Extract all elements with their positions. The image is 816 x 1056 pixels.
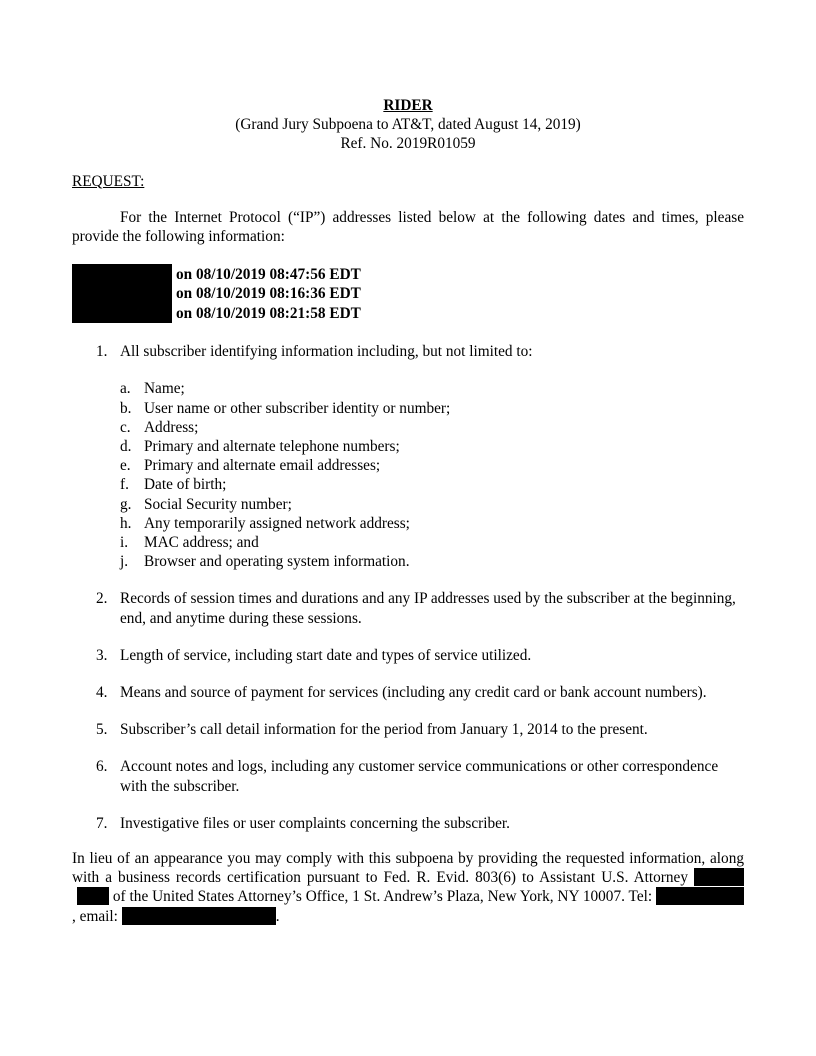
item-number: 7. bbox=[96, 814, 108, 832]
sub-letter: d. bbox=[120, 438, 132, 456]
sub-text: Browser and operating system information. bbox=[144, 553, 410, 571]
sub-letter: c. bbox=[120, 418, 131, 436]
sub-text: Primary and alternate telephone numbers; bbox=[144, 438, 400, 456]
item-text: Means and source of payment for services (including any credit card or bank account numbers). bbox=[120, 684, 707, 702]
redacted-name bbox=[77, 887, 109, 905]
sub-letter: a. bbox=[120, 380, 131, 398]
subscriber-info-list bbox=[120, 379, 744, 571]
sub-text: Address; bbox=[144, 418, 199, 436]
sub-text: Primary and alternate email addresses; bbox=[144, 457, 381, 475]
sub-letter: g. bbox=[120, 495, 132, 513]
item-text: Account notes and logs, including any customer service communications or other correspondence with the subscriber. bbox=[120, 758, 719, 795]
item-number: 3. bbox=[96, 646, 108, 664]
sub-letter: e. bbox=[120, 457, 131, 475]
ip-timestamps bbox=[176, 265, 361, 323]
sub-item bbox=[120, 495, 744, 514]
document-title: RIDER bbox=[383, 97, 433, 114]
sub-text: Social Security number; bbox=[144, 495, 292, 513]
request-item bbox=[72, 646, 744, 665]
closing-paragraph bbox=[72, 849, 744, 926]
item-number: 2. bbox=[96, 590, 108, 608]
request-item bbox=[72, 342, 744, 571]
sub-item bbox=[120, 437, 744, 456]
item-text: Length of service, including start date and types of service utilized. bbox=[120, 646, 532, 664]
intro-paragraph: For the Internet Protocol (“IP”) addresses listed below at the following dates and times, please provide the following information: bbox=[72, 208, 744, 246]
reference-number: Ref. No. 2019R01059 bbox=[340, 135, 476, 153]
redacted-name bbox=[694, 868, 744, 886]
document-page bbox=[72, 96, 744, 926]
item-number: 6. bbox=[96, 758, 108, 776]
redacted-phone bbox=[656, 887, 744, 905]
sub-item bbox=[120, 533, 744, 552]
redacted-ip-addresses bbox=[72, 264, 172, 323]
closing-text: . bbox=[275, 907, 280, 925]
sub-item bbox=[120, 552, 744, 571]
closing-text: , email: bbox=[72, 907, 118, 925]
ip-timestamp: on 08/10/2019 08:21:58 EDT bbox=[176, 304, 361, 322]
ip-address-block bbox=[72, 264, 744, 322]
closing-text: In lieu of an appearance you may comply with this subpoena by providing the requested information, along with a business records certification pursuant to Fed. R. Evid. 803(6) to Assistant U.S. Attorney bbox=[72, 850, 744, 887]
request-item bbox=[72, 757, 744, 795]
item-number: 4. bbox=[96, 684, 108, 702]
sub-text: Name; bbox=[144, 380, 185, 398]
sub-item bbox=[120, 514, 744, 533]
ip-timestamp: on 08/10/2019 08:16:36 EDT bbox=[176, 285, 361, 303]
sub-item bbox=[120, 456, 744, 475]
sub-letter: f. bbox=[120, 476, 129, 494]
sub-text: User name or other subscriber identity or number; bbox=[144, 399, 451, 417]
closing-text: of the United States Attorney’s Office, 1 St. Andrew’s Plaza, New York, NY 10007. Tel: bbox=[112, 888, 653, 906]
sub-item bbox=[120, 379, 744, 398]
item-number: 5. bbox=[96, 721, 108, 739]
request-item bbox=[72, 589, 744, 627]
sub-item bbox=[120, 475, 744, 494]
request-heading: REQUEST: bbox=[72, 172, 145, 190]
request-list bbox=[72, 342, 744, 833]
sub-text: MAC address; and bbox=[144, 534, 259, 552]
redacted-email bbox=[122, 907, 276, 925]
sub-text: Any temporarily assigned network address; bbox=[144, 514, 410, 532]
item-text: Subscriber’s call detail information for the period from January 1, 2014 to the present. bbox=[120, 721, 648, 739]
sub-letter: j. bbox=[120, 553, 129, 571]
sub-item bbox=[120, 399, 744, 418]
item-number: 1. bbox=[96, 343, 108, 361]
request-item bbox=[72, 814, 744, 833]
request-item bbox=[72, 683, 744, 702]
request-item bbox=[72, 720, 744, 739]
item-text: All subscriber identifying information including, but not limited to: bbox=[120, 343, 533, 361]
ip-timestamp: on 08/10/2019 08:47:56 EDT bbox=[176, 266, 361, 284]
item-text: Investigative files or user complaints concerning the subscriber. bbox=[120, 814, 510, 832]
sub-item bbox=[120, 418, 744, 437]
sub-text: Date of birth; bbox=[144, 476, 227, 494]
sub-letter: i. bbox=[120, 534, 129, 552]
item-text: Records of session times and durations and any IP addresses used by the subscriber at the beginning, end, and anytime during these sessions. bbox=[120, 590, 736, 627]
sub-letter: b. bbox=[120, 399, 132, 417]
document-subtitle: (Grand Jury Subpoena to AT&T, dated August 14, 2019) bbox=[235, 116, 581, 134]
sub-letter: h. bbox=[120, 514, 132, 532]
